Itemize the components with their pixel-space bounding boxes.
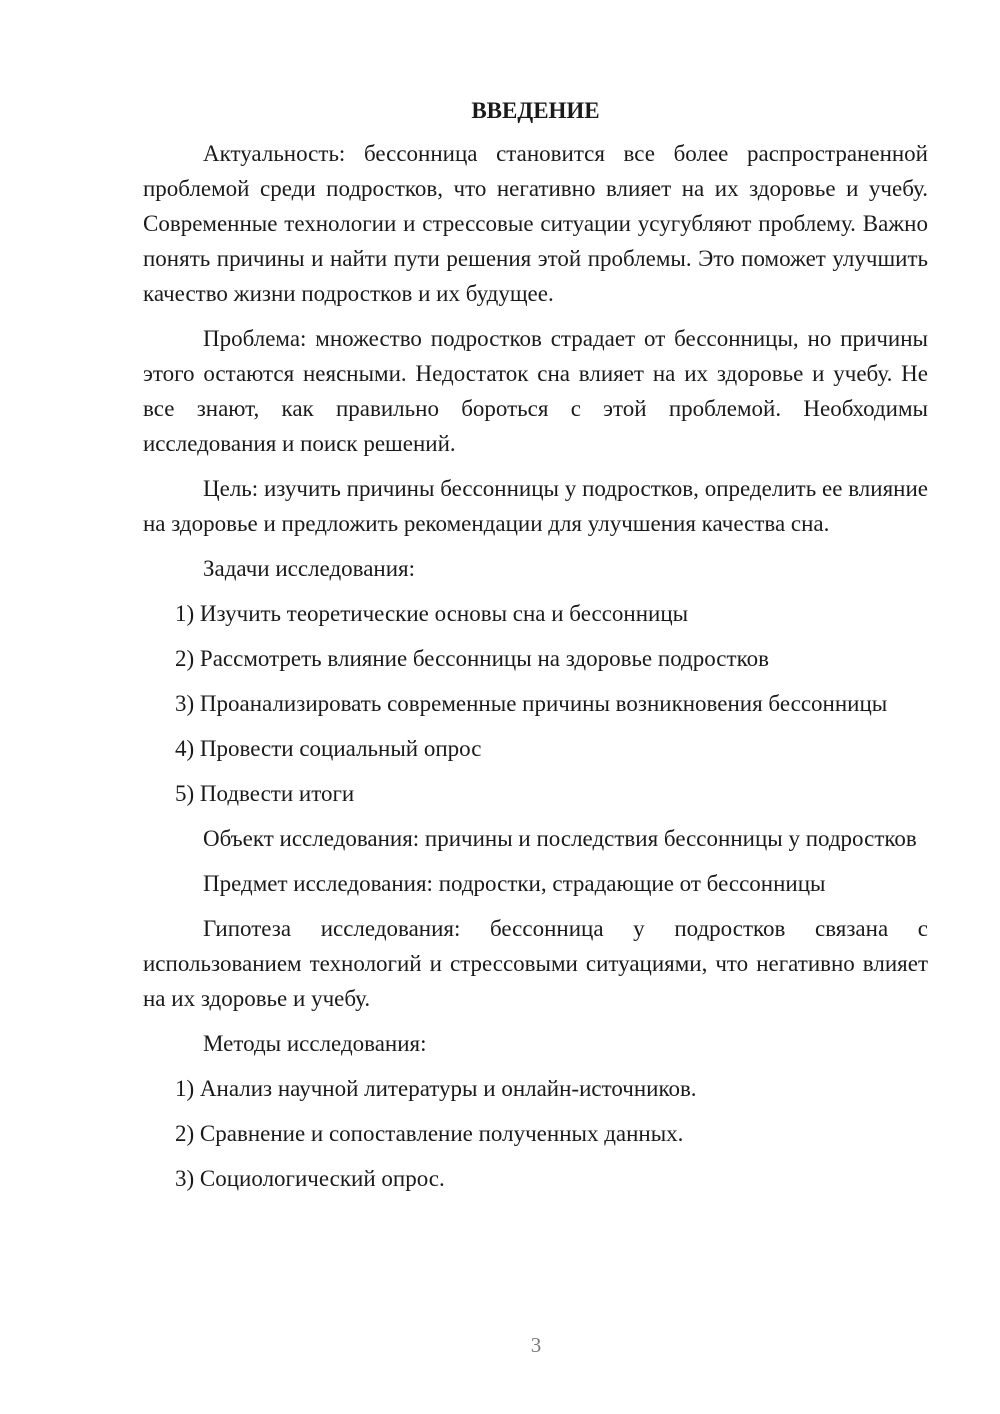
methods-title: Методы исследования: [203, 1031, 427, 1056]
task-item-4: 4) Провести социальный опрос [175, 736, 482, 761]
method-item-2: 2) Сравнение и сопоставление полученных данных. [175, 1121, 684, 1146]
subject-paragraph: Предмет исследования: подростки, страдающие от бессонницы [203, 871, 826, 896]
problem-paragraph: Проблема: множество подростков страдает от бессонницы, но причины этого остаются неясными. Недостаток сна влияет на их здоровье и учебу. Не все знают, как правильно бороться с этой проблемой. Необходимы исследования и поиск решений. [143, 326, 928, 456]
task-item-1: 1) Изучить теоретические основы сна и бессонницы [175, 601, 689, 626]
hypothesis-paragraph: Гипотеза исследования: бессонница у подростков связана с использованием технологий и стрессовыми ситуациями, что негативно влияет на их здоровье и учебу. [143, 916, 928, 1011]
object-paragraph: Объект исследования: причины и последствия бессонницы у подростков [203, 826, 917, 851]
relevance-paragraph: Актуальность: бессонница становится все более распространенной проблемой среди подростков, что негативно влияет на их здоровье и учебу. Современные технологии и стрессовые ситуации усугубляют проблему. Важно понять причины и найти пути решения этой проблемы. Это поможет улучшить качество жизни подростков и их будущее. [143, 141, 928, 306]
section-heading: ВВЕДЕНИЕ [471, 98, 600, 123]
method-item-1: 1) Анализ научной литературы и онлайн-источников. [175, 1076, 697, 1101]
page-number: 3 [530, 1333, 542, 1357]
goal-paragraph: Цель: изучить причины бессонницы у подростков, определить ее влияние на здоровье и предложить рекомендации для улучшения качества сна. [143, 476, 928, 536]
method-item-3: 3) Социологический опрос. [175, 1166, 445, 1191]
task-item-3: 3) Проанализировать современные причины возникновения бессонницы [175, 691, 888, 716]
task-item-2: 2) Рассмотреть влияние бессонницы на здоровье подростков [175, 646, 769, 671]
tasks-title: Задачи исследования: [203, 556, 416, 581]
task-item-5: 5) Подвести итоги [175, 781, 355, 806]
page-content [143, 96, 928, 1206]
